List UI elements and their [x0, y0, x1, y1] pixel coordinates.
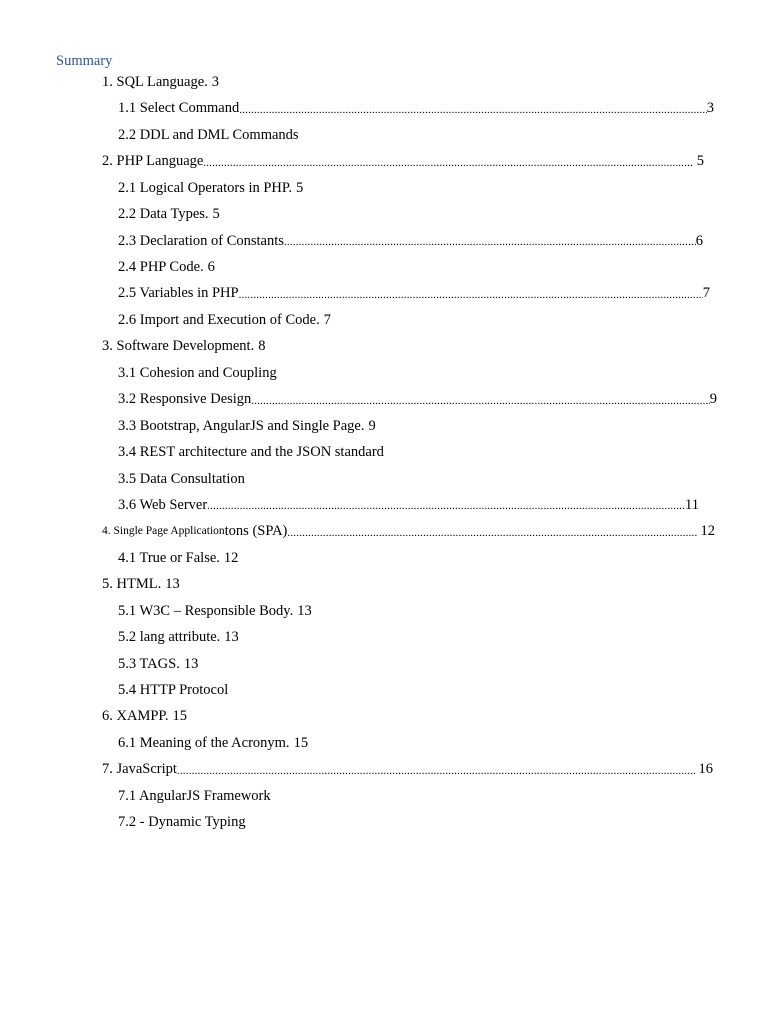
toc-entry-2-2-data-types[interactable] [0, 201, 768, 227]
toc-entry-7-javascript[interactable] [0, 756, 768, 782]
toc-entry-page: 3 [706, 100, 714, 117]
toc-entry-3-1-cohesion-coupling[interactable] [0, 360, 768, 386]
toc-entry-label: 7. JavaScript [102, 761, 177, 778]
toc-entry-label: 3.2 Responsive Design [118, 391, 252, 408]
toc-dot-leader [177, 766, 695, 776]
toc-entry-label: 5.1 W3C – Responsible Body. [118, 602, 294, 619]
toc-entry-5-1-w3c[interactable] [0, 598, 768, 624]
toc-entry-6-1-acronym[interactable] [0, 730, 768, 756]
toc-heading: Summary [56, 53, 113, 69]
toc-entry-label: 7.1 AngularJS Framework [118, 787, 271, 804]
toc-entry-label: 6.1 Meaning of the Acronym. [118, 734, 290, 751]
toc-entry-2-3-declaration-of-constants[interactable] [0, 228, 768, 254]
toc-entry-page: 6 [207, 259, 215, 276]
toc-entry-label-small: 4. Single Page Application [102, 524, 225, 537]
toc-entry-page: 5 [696, 153, 704, 170]
toc-dot-leader [239, 290, 703, 300]
toc-entry-page: 13 [165, 576, 180, 593]
toc-entry-page: 6 [695, 232, 703, 249]
toc-entry-5-3-tags[interactable] [0, 651, 768, 677]
toc-dot-leader [207, 501, 685, 511]
toc-entry-page: 15 [293, 734, 309, 751]
toc-entry-5-html[interactable] [0, 571, 768, 597]
toc-entry-label: 2.2 Data Types. [118, 206, 209, 223]
toc-dot-leader [284, 237, 696, 247]
toc-entry-label: 3.6 Web Server [118, 496, 208, 513]
toc-entry-2-2-ddl-dml[interactable] [0, 122, 768, 148]
toc-entry-7-2-dynamic-typing[interactable] [0, 809, 768, 835]
toc-entry-label: 3.3 Bootstrap, AngularJS and Single Page. [118, 417, 365, 434]
toc-entry-label: 1. SQL Language. [102, 73, 208, 90]
toc-dot-leader [203, 158, 692, 168]
toc-entry-label: 3.1 Cohesion and Coupling [118, 364, 277, 381]
toc-entry-label: 4.1 True or False. [118, 549, 220, 566]
toc-entry-page: 15 [172, 708, 187, 725]
toc-entry-page: 5 [295, 179, 304, 196]
toc-entry-page: 7 [702, 285, 710, 302]
toc-entry-page: 12 [223, 549, 239, 566]
toc-entry-2-6-import-execution[interactable] [0, 307, 768, 333]
toc-entry-label: 2.3 Declaration of Constants [118, 232, 284, 249]
toc-entry-2-php-language[interactable] [0, 148, 768, 174]
toc-entry-1-sql-language[interactable] [0, 69, 768, 95]
table-of-contents [0, 69, 768, 836]
toc-entry-3-2-responsive-design[interactable] [0, 386, 768, 412]
toc-entry-page: 7 [323, 311, 331, 328]
toc-entry-label: 2.5 Variables in PHP [118, 285, 239, 302]
toc-entry-5-2-lang-attribute[interactable] [0, 624, 768, 650]
toc-entry-6-xampp[interactable] [0, 704, 768, 730]
toc-entry-label: tons (SPA) [224, 523, 288, 540]
toc-entry-label: 6. XAMPP. [102, 708, 169, 725]
toc-entry-2-5-variables-in-php[interactable] [0, 281, 768, 307]
toc-entry-label: 3.4 REST architecture and the JSON standard [118, 444, 384, 461]
toc-entry-3-software-development[interactable] [0, 333, 768, 359]
toc-entry-3-5-data-consultation[interactable] [0, 466, 768, 492]
toc-entry-4-single-page-applications[interactable] [0, 518, 768, 544]
toc-entry-5-4-http-protocol[interactable] [0, 677, 768, 703]
toc-entry-label: 3.5 Data Consultation [118, 470, 245, 487]
toc-entry-label: 5.4 HTTP Protocol [118, 682, 229, 699]
toc-entry-label: 5.3 TAGS. [118, 655, 180, 672]
toc-entry-page: 3 [211, 73, 220, 90]
toc-entry-page: 11 [685, 496, 699, 513]
toc-entry-page: 13 [224, 629, 239, 646]
toc-entry-3-6-web-server[interactable] [0, 492, 768, 518]
toc-entry-label: 2.2 DDL and DML Commands [118, 126, 299, 143]
toc-entry-label: 5. HTML. [102, 576, 162, 593]
toc-entry-page: 9 [709, 391, 717, 408]
toc-entry-label: 2. PHP Language [102, 153, 204, 170]
toc-dot-leader [287, 528, 697, 538]
toc-entry-page: 13 [183, 655, 199, 672]
toc-entry-label: 2.6 Import and Execution of Code. [118, 311, 320, 328]
toc-entry-label: 2.4 PHP Code. [118, 259, 204, 276]
toc-entry-3-3-bootstrap-angularjs[interactable] [0, 413, 768, 439]
toc-dot-leader [239, 105, 707, 115]
toc-entry-page: 9 [368, 417, 376, 434]
toc-entry-4-1-true-or-false[interactable] [0, 545, 768, 571]
toc-entry-page: 8 [258, 338, 266, 355]
toc-entry-label: 3. Software Development. [102, 338, 255, 355]
toc-entry-label: 7.2 - Dynamic Typing [118, 814, 246, 831]
toc-entry-page: 5 [212, 206, 220, 223]
toc-entry-page: 16 [698, 761, 713, 778]
toc-entry-label: 2.1 Logical Operators in PHP. [118, 179, 292, 196]
toc-entry-page: 12 [700, 523, 715, 540]
toc-entry-2-1-logical-operators[interactable] [0, 175, 768, 201]
toc-entry-label: 1.1 Select Command [118, 100, 240, 117]
toc-entry-page: 13 [297, 602, 312, 619]
toc-entry-3-4-rest-json[interactable] [0, 439, 768, 465]
toc-entry-7-1-angularjs-framework[interactable] [0, 783, 768, 809]
toc-entry-label: 5.2 lang attribute. [118, 629, 221, 646]
toc-entry-1-1-select-command[interactable] [0, 95, 768, 121]
toc-dot-leader [251, 396, 709, 406]
toc-entry-2-4-php-code[interactable] [0, 254, 768, 280]
